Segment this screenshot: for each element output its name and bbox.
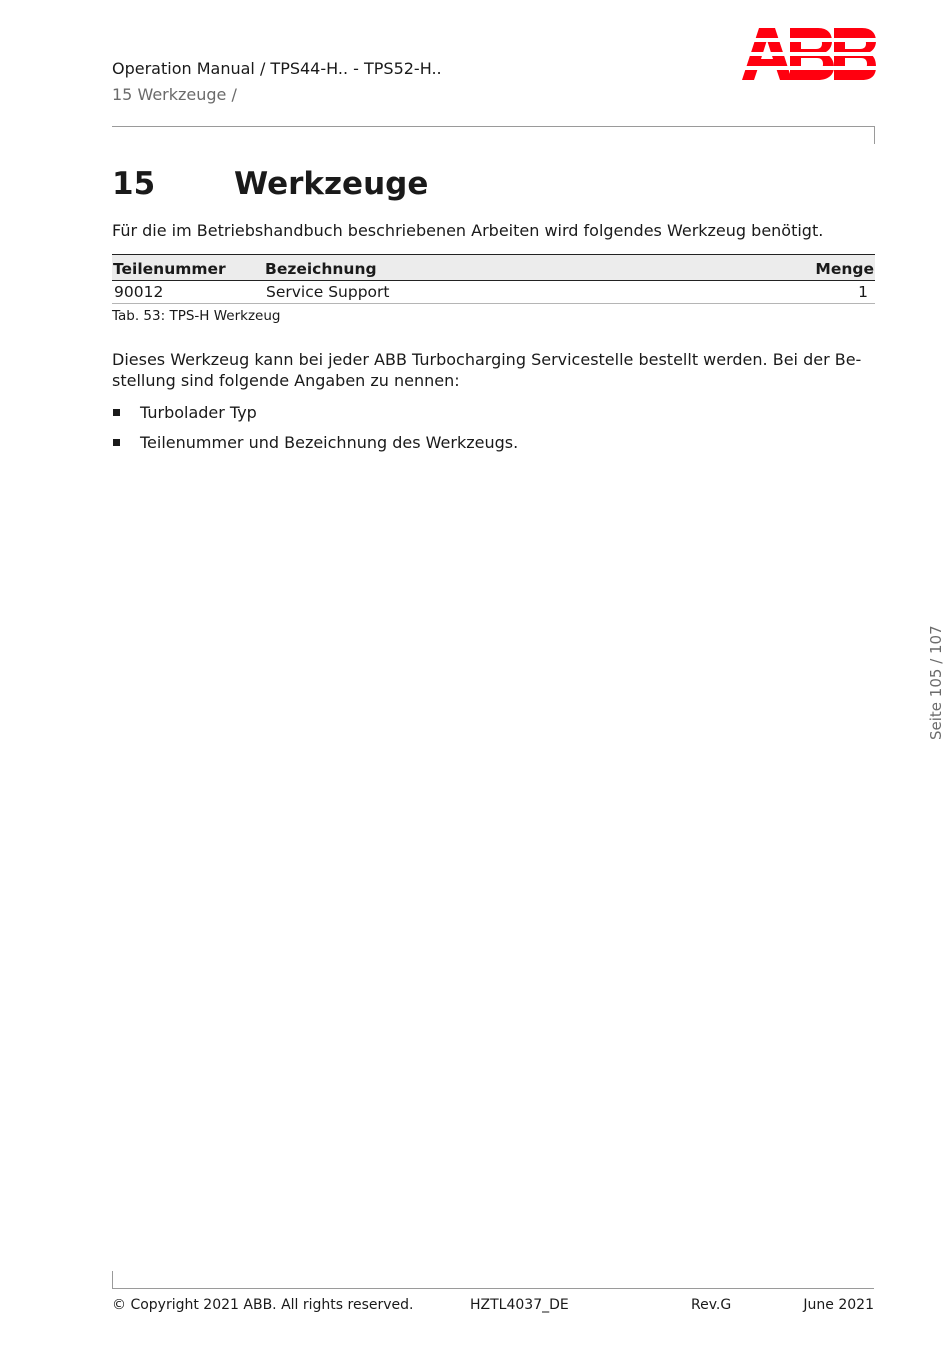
document-title: Operation Manual / TPS44-H.. - TPS52-H..	[112, 59, 442, 78]
table-row	[112, 281, 875, 304]
column-header-quantity: Menge	[678, 255, 875, 281]
order-paragraph	[112, 349, 876, 391]
table-header-row	[112, 255, 875, 281]
header-rule-tick	[874, 126, 875, 144]
header-rule	[112, 126, 874, 127]
footer-rule-tick	[112, 1271, 113, 1289]
list-item-text: Turbolader Typ	[140, 403, 257, 422]
bullet-list	[112, 402, 518, 462]
list-item	[112, 402, 518, 424]
paragraph-line: Dieses Werkzeug kann bei jeder ABB Turbocharging Servicestelle bestellt werden. Bei der Be-	[112, 350, 862, 369]
column-header-designation: Bezeichnung	[264, 255, 678, 281]
copyright: © Copyright 2021 ABB. All rights reserved.	[112, 1297, 414, 1313]
revision: Rev.G	[691, 1297, 732, 1313]
cell-part-number: 90012	[112, 281, 264, 304]
paragraph-line: stellung sind folgende Angaben zu nennen:	[112, 371, 460, 390]
column-header-part-number: Teilenummer	[112, 255, 264, 281]
bullet-square-icon	[113, 409, 120, 416]
breadcrumb: 15 Werkzeuge /	[112, 85, 237, 104]
intro-text: Für die im Betriebshandbuch beschriebenen Arbeiten wird folgendes Werkzeug benötigt.	[112, 221, 824, 240]
chapter-title: Werkzeuge	[234, 166, 429, 202]
list-item-text: Teilenummer und Bezeichnung des Werkzeugs.	[140, 433, 519, 452]
date: June 2021	[803, 1297, 874, 1313]
cell-quantity: 1	[678, 281, 875, 304]
chapter-number: 15	[112, 166, 156, 202]
abb-logo	[742, 28, 876, 80]
footer-rule	[112, 1288, 874, 1289]
document-id: HZTL4037_DE	[470, 1297, 569, 1313]
tools-table	[112, 254, 875, 304]
table-caption: Tab. 53: TPS-H Werkzeug	[112, 308, 281, 324]
bullet-square-icon	[113, 439, 120, 446]
cell-designation: Service Support	[264, 281, 678, 304]
page-number: Seite 105 / 107	[927, 625, 945, 740]
list-item	[112, 432, 518, 454]
